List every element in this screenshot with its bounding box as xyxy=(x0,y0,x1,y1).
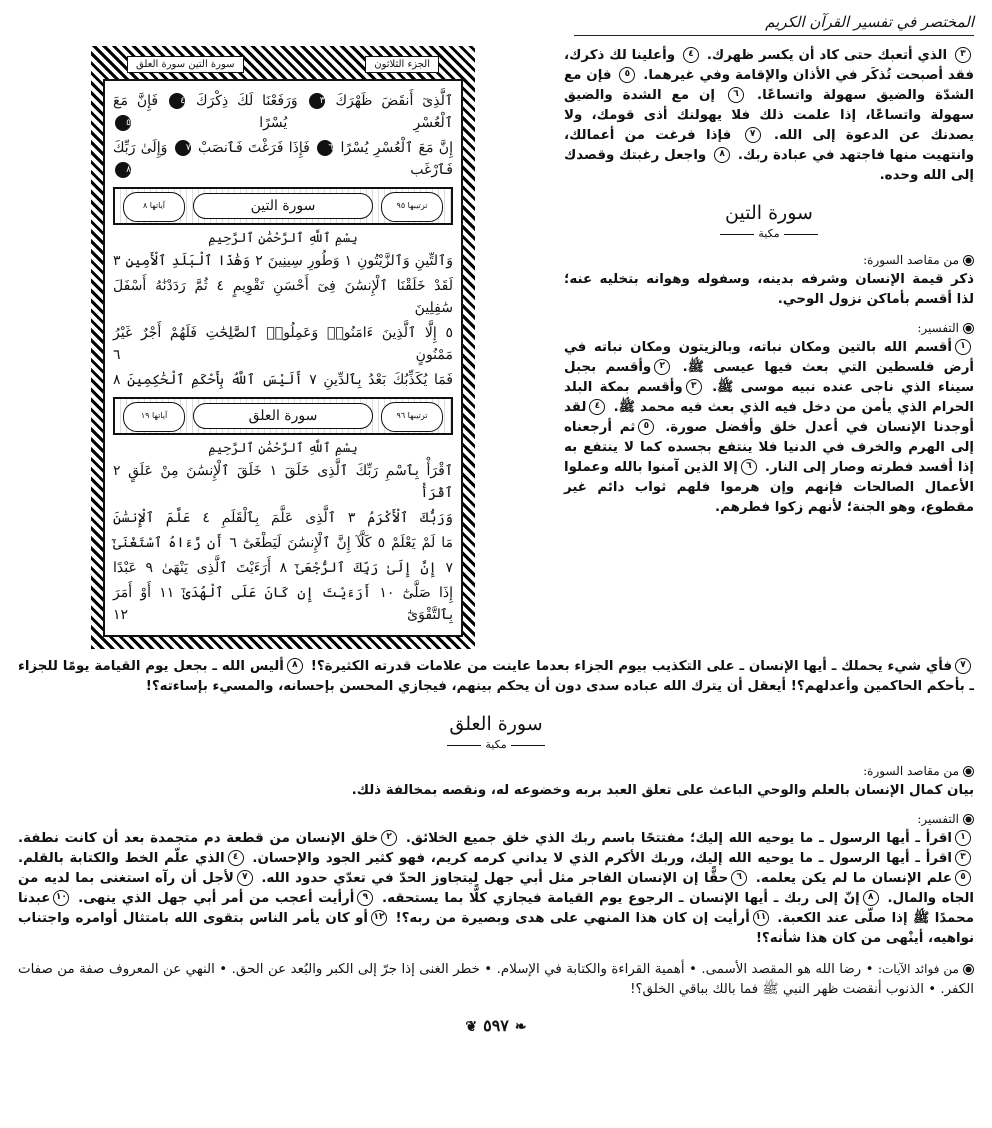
verse-line: وَٱلتِّينِ وَٱلزَّيْتُونِ ١ وَطُورِ سِينِينَ ٢ وَهَٰذَا ٱلْبَلَدِ ٱلْأَمِينِ ٣ xyxy=(113,253,454,269)
fawaid-label: من فوائد الآيات: xyxy=(877,962,959,976)
verse-line: مَا لَمْ يَعْلَمْ ٥ كَلَّآ إِنَّ ٱلْإِنسَٰنَ لَيَطْغَىٰٓ ٦ أَن رَّءَاهُ ٱسْتَغْنَىٰٓ xyxy=(113,535,453,551)
verse-text: ٱلَّذِىٓ أَنقَضَ ظَهْرَكَ xyxy=(335,93,454,109)
surah-type: مكية xyxy=(18,737,974,753)
tafsir-text: عبدنا محمدًا ﷺ إذا صلّى عند الكعبة. xyxy=(18,891,974,926)
ayah-marker: ٢ xyxy=(381,830,397,846)
mushaf-tags xyxy=(127,56,439,73)
surah-title-alaq xyxy=(18,711,974,753)
ayah-marker: ١٢ xyxy=(371,910,387,926)
tafsir-heading xyxy=(564,318,974,338)
ayah-number: ٨ xyxy=(115,162,131,178)
surah-order-medal: ترتيبها ٩٥ xyxy=(381,192,443,222)
ayat-count-medal: آياتها ١٩ xyxy=(123,402,185,432)
page-number: ٥٩٧ xyxy=(483,1016,509,1035)
surah-banner-title: سورة العلق xyxy=(193,403,373,429)
rosette-icon xyxy=(963,766,974,777)
ayah-marker: ٥ xyxy=(955,870,971,886)
ayah-marker: ٨ xyxy=(863,890,879,906)
verse-line: ٱقْرَأْ بِٱسْمِ رَبِّكَ ٱلَّذِى خَلَقَ ١ خَلَقَ ٱلْإِنسَٰنَ مِنْ عَلَقٍ ٢ ٱقْرَأْ xyxy=(113,463,453,501)
ayah-number: ٧ xyxy=(175,140,191,156)
verse-text: وَرَفَعْنَا لَكَ ذِكْرَكَ xyxy=(196,93,298,109)
rosette-icon xyxy=(963,964,974,975)
tafsir-text: فإذا فرغت من أعمالك، وانتهيت منها فاجتهد في عبادة ربك. xyxy=(564,128,975,163)
fawaid-item: الذنوب أنقضت ظهر النبي ﷺ فما بالك بباقي الخلق؟! xyxy=(630,982,924,997)
sharh-tafsir xyxy=(564,46,974,186)
surah-banner-tin xyxy=(113,187,453,225)
tin-maqasid xyxy=(564,250,974,310)
rosette-icon xyxy=(963,255,974,266)
ayah-marker: ٦ xyxy=(741,459,757,475)
tafsir-text: الذي علّم الخط والكتابة بالقلم. xyxy=(18,851,225,866)
verse-text: وَإِلَىٰ رَبِّكَ فَٱرْغَب xyxy=(113,140,453,178)
ayah-marker: ٢ xyxy=(654,359,670,375)
tafsir-text: أرأيت إن كان هذا المنهي على هدى وبصيرة من ربه؟! xyxy=(395,911,750,926)
page xyxy=(18,0,974,1055)
rosette-icon xyxy=(963,814,974,825)
tafsir-text: ثم أرجعناه إلى الهرم والخرف في الدنيا فلا ينتفع بجسده كما لا ينتفع به إذا أفسد فطرته وصار إلى النار. xyxy=(564,420,974,475)
tafsir-text: فإن مع الشدّة والضيق سهولة واتساعًا. xyxy=(564,68,974,103)
mushaf-page xyxy=(103,79,463,637)
tafsir-text: لقد أوجدنا الإنسان في أعدل خلق وأفضل صورة. xyxy=(564,400,974,435)
left-column xyxy=(18,46,548,649)
maqasid-label: من مقاصد السورة: xyxy=(863,764,959,778)
ayah-marker: ١٠ xyxy=(53,890,69,906)
verse-line: وَرَبُّكَ ٱلْأَكْرَمُ ٣ ٱلَّذِى عَلَّمَ بِٱلْقَلَمِ ٤ عَلَّمَ ٱلْإِنسَٰنَ xyxy=(113,510,453,526)
tafsir-text: أو كان يأمر الناس بتقوى الله بامتثال أوامره واجتناب نواهيه، أينْهى من كان هذا شأنه؟! xyxy=(18,911,974,946)
ayah-number: ٣ xyxy=(309,93,325,109)
tafsir-text: فأي شيء يحملك ـ أيها الإنسان ـ على التكذيب بيوم الجزاء بعدما عاينت من علامات قدرته الكثيرة؟! xyxy=(310,659,953,674)
fawaid-item: خطر الغنى إذا جرّ إلى الكبر والبُعد عن الحق. xyxy=(231,962,480,977)
basmala: بِسْمِ ٱللَّهِ ٱلرَّحْمَٰنِ ٱلرَّحِيمِ xyxy=(208,231,358,246)
tafsir-text: حقًّا إن الإنسان الفاجر مثل أبي جهل ليتجاوز الحدّ في تعدّي حدود الله. xyxy=(261,871,729,886)
tafsir-text: لأجل أن رآه استغنى بما لديه من الجاه والمال. xyxy=(18,871,974,906)
ayah-number: ٦ xyxy=(317,140,333,156)
surah-title-tin xyxy=(564,200,974,242)
ayah-marker: ٥ xyxy=(619,67,635,83)
ayah-marker: ٥ xyxy=(638,419,654,435)
tin-tafsir xyxy=(564,318,974,518)
tafsir-text: وأعلينا لك ذكرك، فقد أصبحت تُذكَر في الأذان والإقامة وفي غيرهما. xyxy=(564,48,974,83)
mushaf-ornament-border xyxy=(91,46,475,649)
ayah-marker: ٩ xyxy=(357,890,373,906)
tafsir-text: أليس الله ـ بجعل يوم القيامة يومًا للجزاء ـ بأحكم الحاكمين وأعدلهم؟! أيعقل أن يترك الله عباده سدى دون أن يحكم بينهم، فيجازي المحسن بإحسانه، والمسيء بإساءته؟! xyxy=(18,659,974,694)
book-title: المختصر في تفسير القرآن الكريم xyxy=(765,13,974,31)
verse-line xyxy=(113,137,453,181)
surah-banner-title: سورة التين xyxy=(193,193,373,219)
fawaid-item: النهي عن المعروف صفة من صفات الكفر. xyxy=(18,962,974,997)
fawaid-item: رضا الله هو المقصد الأسمى. xyxy=(701,962,862,977)
basmala: بِسْمِ ٱللَّهِ ٱلرَّحْمَٰنِ ٱلرَّحِيمِ xyxy=(208,441,358,456)
maqasid-heading xyxy=(564,250,974,270)
tafsir-text: إنّ إلى ربك ـ أيها الإنسان ـ الرجوع يوم القيامة فيجازي كلًّا بما يستحقه. xyxy=(382,891,860,906)
verse-line xyxy=(113,90,453,134)
tafsir-label: التفسير: xyxy=(917,812,959,826)
ayah-marker: ١ xyxy=(955,339,971,355)
surah-order-medal: ترتيبها ٩٦ xyxy=(381,402,443,432)
floral-ornament-icon: ❧ xyxy=(514,1019,527,1035)
page-number-footer xyxy=(18,1016,974,1035)
ayah-marker: ١١ xyxy=(753,910,769,926)
maqasid-text: ذكر قيمة الإنسان وشرفه بدينه، وسفوله وهوانه بتخليه عنه؛ لذا أقسم بأماكن نزول الوحي. xyxy=(564,272,974,307)
ayah-marker: ٦ xyxy=(728,87,744,103)
surahs-label: سورة التين سورة العلق xyxy=(127,56,244,73)
tafsir-label: التفسير: xyxy=(917,321,959,335)
tin-tafsir-continued xyxy=(18,657,974,697)
verse-text: فَإِذَا فَرَغْتَ فَٱنصَبْ xyxy=(197,140,310,156)
rosette-icon xyxy=(963,323,974,334)
verse-line: ٧ إِنَّ إِلَىٰ رَبِّكَ ٱلرُّجْعَىٰٓ ٨ أَرَءَيْتَ ٱلَّذِى يَنْهَىٰ ٩ عَبْدًا xyxy=(113,560,453,576)
tafsir-text: أرأيت أعجب من أمر أبي جهل الذي ينهى. xyxy=(78,891,355,906)
surah-name: سورة العلق xyxy=(449,713,543,735)
ayah-marker: ٧ xyxy=(955,658,971,674)
ayah-number: ٥ xyxy=(115,115,131,131)
tafsir-heading xyxy=(18,809,974,829)
ayah-number: ٤ xyxy=(169,93,185,109)
ayah-marker: ٣ xyxy=(955,850,971,866)
tafsir-text: إن مع الشدة والضيق سهولة واتساعًا، إذا علمت ذلك فلا يهولنك أذى قومك، ولا يصدنك عن الدعوة إلى الله. xyxy=(564,88,974,143)
verse-line: ٥ إِلَّا ٱلَّذِينَ ءَامَنُوا۟ وَعَمِلُوا۟ ٱلصَّٰلِحَٰتِ فَلَهُمْ أَجْرٌ غَيْرُ مَمْنُونٍ ٦ xyxy=(113,325,453,363)
right-column xyxy=(564,46,974,518)
tafsir-text: وأقسم بمكة البلد الحرام الذي يأمن من دخل فيه الذي بعث فيه محمد ﷺ. xyxy=(564,380,974,415)
tafsir-text: علم الإنسان ما لم يكن يعلمه. xyxy=(755,871,952,886)
ayah-marker: ٧ xyxy=(237,870,253,886)
verse-text: فَإِنَّ مَعَ ٱلْعُسْرِ يُسْرًا xyxy=(113,93,453,131)
tafsir-text: أقسم الله بالتين ومكان نباته، وبالزيتون ومكان نباته في أرض فلسطين التي بعث فيها عيسى ﷺ. xyxy=(564,340,974,375)
alaq-maqasid xyxy=(18,761,974,801)
fawaid: من فوائد الآيات: • رضا الله هو المقصد الأسمى. • أهمية القراءة والكتابة في الإسلام. • خطر الغنى إذا جرّ إلى الكبر والبُعد عن الحق. • النهي عن المعروف صفة من صفات الكفر. • الذنوب أنقضت ظهر النبي ﷺ فما بالك بباقي الخلق؟! xyxy=(18,962,974,997)
verse-line: فَمَا يُكَذِّبُكَ بَعْدُ بِٱلدِّينِ ٧ أَلَيْسَ ٱللَّهُ بِأَحْكَمِ ٱلْحَٰكِمِينَ ٨ xyxy=(113,372,453,388)
tafsir-text: الذي أتعبك حتى كاد أن يكسر ظهرك. xyxy=(706,48,948,63)
surah-banner-alaq xyxy=(113,397,453,435)
maqasid-heading xyxy=(18,761,974,781)
verse-line: لَقَدْ خَلَقْنَا ٱلْإِنسَٰنَ فِىٓ أَحْسَنِ تَقْوِيمٍ ٤ ثُمَّ رَدَدْنَٰهُ أَسْفَلَ سَٰفِلِينَ xyxy=(113,278,453,316)
ayah-marker: ٤ xyxy=(228,850,244,866)
fawaid-heading xyxy=(878,962,974,976)
ayah-marker: ٨ xyxy=(714,147,730,163)
tafsir-text: واجعل رغبتك وقصدك إلى الله وحده. xyxy=(564,148,974,183)
verse-line: إِذَا صَلَّىٰٓ ١٠ أَرَءَيْتَ إِن كَانَ عَلَى ٱلْهُدَىٰٓ ١١ أَوْ أَمَرَ بِٱلتَّقْوَىٰٓ ١٢ xyxy=(113,585,454,623)
ayah-marker: ١ xyxy=(955,830,971,846)
juz-label: الجزء الثلاثون xyxy=(365,56,439,73)
maqasid-text: بيان كمال الإنسان بالعلم والوحي الباعث على تعلق العبد بربه وخضوعه له، ونقصه بمخالفة ذلك. xyxy=(351,783,974,798)
tafsir-text: إلا الذين آمنوا بالله وعملوا الأعمال الصالحات فإنهم وإن هرموا فلهم ثواب دائم غير مقطوع، وهو الجنة؛ لأنهم زكوا فطرهم. xyxy=(564,460,974,515)
ayah-marker: ٤ xyxy=(683,47,699,63)
ayah-marker: ٦ xyxy=(731,870,747,886)
ayah-marker: ٤ xyxy=(589,399,605,415)
ayah-marker: ٨ xyxy=(287,658,303,674)
tafsir-text: خلق الإنسان من قطعة دم متجمدة بعد أن كانت نطفة. xyxy=(18,831,379,846)
ayah-marker: ٧ xyxy=(745,127,761,143)
alaq-tafsir xyxy=(18,809,974,949)
verse-text: إِنَّ مَعَ ٱلْعُسْرِ يُسْرًا xyxy=(340,140,453,156)
ayah-marker: ٣ xyxy=(686,379,702,395)
surah-name: سورة التين xyxy=(725,202,813,224)
ayah-marker: ٣ xyxy=(955,47,971,63)
maqasid-label: من مقاصد السورة: xyxy=(863,253,959,267)
ayat-count-medal: آياتها ٨ xyxy=(123,192,185,222)
running-header xyxy=(574,12,974,36)
tafsir-text: اقرأ ـ أيها الرسول ـ ما يوحيه الله إليك، وربك الأكرم الذي لا يداني كرمه كريم، فهو كثير الجود والإحسان. xyxy=(252,851,952,866)
floral-ornament-icon: ❦ xyxy=(465,1019,478,1035)
surah-type: مكية xyxy=(564,226,974,242)
top-section xyxy=(18,46,974,649)
tafsir-text: وأقسم بجبل سيناء الذي ناجى عنده نبيه موسى ﷺ. xyxy=(564,360,974,395)
tafsir-text: اقرأ ـ أيها الرسول ـ ما يوحيه الله إليك؛ مفتتحًا باسم ربك الذي خلق جميع الخلائق. xyxy=(405,831,952,846)
fawaid-item: أهمية القراءة والكتابة في الإسلام. xyxy=(496,962,685,977)
